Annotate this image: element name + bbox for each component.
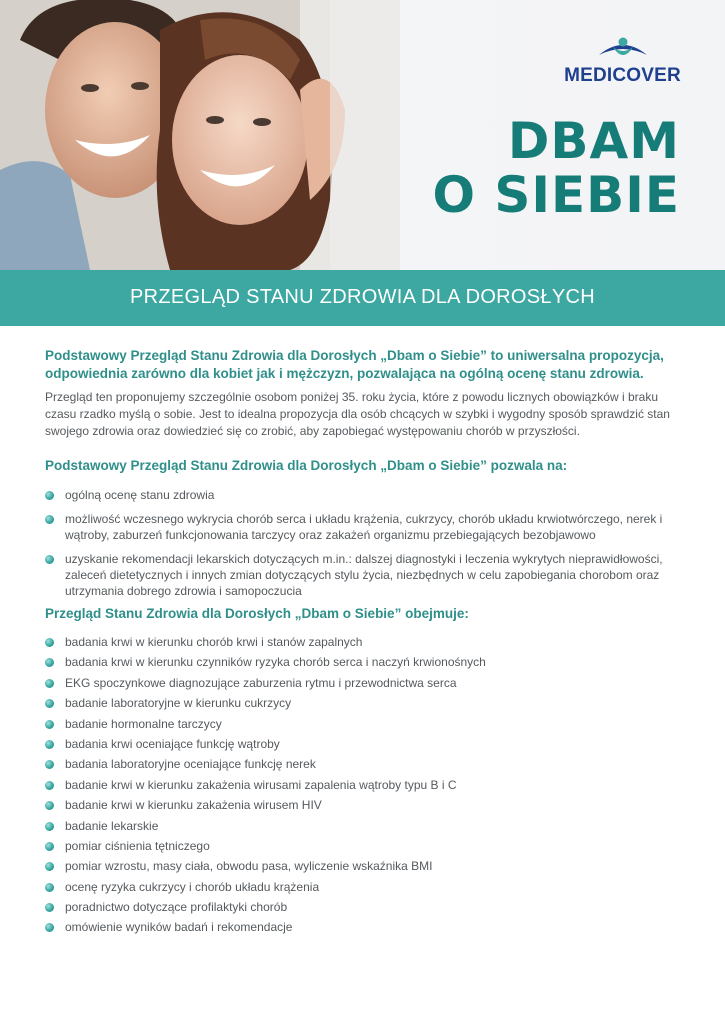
list-item: [45, 879, 675, 895]
intro-body: Przegląd ten proponujemy szczególnie osobom poniżej 35. roku życia, które z powodu licznych obowiązków i braku czasu rzadko myślą o sobie. Jest to idealna propozycja dla osób chcących w szybki i wygodny sposób sprawdzić stan swojego zdrowia oraz dowiedzieć się co zrobić, aby zapobiegać występowaniu chorób w przyszłości.: [45, 390, 670, 438]
bullet-icon: [45, 883, 54, 892]
bullet-icon: [45, 699, 54, 708]
intro-section: [45, 347, 675, 440]
bullet-icon: [45, 720, 54, 729]
bullet-icon: [45, 801, 54, 810]
list-item-text: pomiar wzrostu, masy ciała, obwodu pasa, wyliczenie wskaźnika BMI: [65, 859, 433, 874]
bullet-icon: [45, 760, 54, 769]
couple-photo: [0, 0, 400, 270]
headline-line-1: DBAM: [507, 112, 680, 170]
bullet-icon: [45, 679, 54, 688]
title-band: [0, 270, 725, 326]
list-item: [45, 899, 675, 915]
hero-banner: [0, 0, 725, 270]
bullet-icon: [45, 740, 54, 749]
list-item-text: pomiar ciśnienia tętniczego: [65, 838, 210, 853]
list-item-text: badanie hormonalne tarczycy: [65, 716, 222, 731]
logo-text: MEDICOVER: [564, 65, 681, 86]
list-item-text: omówienie wyników badań i rekomendacje: [65, 920, 293, 935]
list-item-text: uzyskanie rekomendacji lekarskich dotyczących m.in.: dalszej diagnostyki i leczenia wykrytych nieprawidłowości, zaleceń dietetycznych i innych zmian dotyczących stylu życia, niezbędnych w celu zapobiegania chorobom oraz utrzymania dobrego zdrowia i samopoczucia: [65, 552, 663, 598]
list-item: [45, 675, 675, 691]
list-item-text: możliwość wczesnego wykrycia chorób serca i układu krążenia, cukrzycy, chorób układu krwiotwórczego, nerek i wątroby, zaburzeń funkcjonowania tarczycy oraz zakażeń organizmu przebiegających bezobjawowo: [65, 512, 663, 542]
list-item-text: badania krwi w kierunku czynników ryzyka chorób serca i naczyń krwionośnych: [65, 655, 486, 670]
list-item-text: EKG spoczynkowe diagnozujące zaburzenia rytmu i przewodnictwa serca: [65, 675, 457, 690]
list-item: [45, 818, 675, 834]
list-item: [45, 716, 675, 732]
list-item-text: badanie krwi w kierunku zakażenia wirusami zapalenia wątroby typu B i C: [65, 777, 457, 792]
bullet-icon: [45, 515, 54, 524]
hero-headline: [432, 112, 680, 224]
list-item: [45, 654, 675, 670]
bullet-icon: [45, 781, 54, 790]
list-item: [45, 919, 675, 935]
includes-heading: Przegląd Stanu Zdrowia dla Dorosłych „Dbam o Siebie” obejmuje:: [45, 606, 469, 621]
bullet-icon: [45, 822, 54, 831]
bullet-icon: [45, 842, 54, 851]
list-item-text: badanie krwi w kierunku zakażenia wirusem HIV: [65, 798, 322, 813]
list-item-text: ogólną ocenę stanu zdrowia: [65, 488, 215, 502]
bullet-icon: [45, 923, 54, 932]
list-item: [45, 695, 675, 711]
list-item-text: badanie lekarskie: [65, 818, 159, 833]
bullet-icon: [45, 658, 54, 667]
benefits-section: [45, 457, 675, 607]
page-title: PRZEGLĄD STANU ZDROWIA DLA DOROSŁYCH: [130, 286, 595, 308]
list-item: [45, 511, 675, 543]
list-item: [45, 736, 675, 752]
medicover-logo: [560, 33, 685, 98]
list-item-text: badanie laboratoryjne w kierunku cukrzycy: [65, 696, 292, 711]
list-item: [45, 756, 675, 772]
list-item-text: badania krwi oceniające funkcję wątroby: [65, 736, 280, 751]
bullet-icon: [45, 491, 54, 500]
list-item-text: poradnictwo dotyczące profilaktyki chorób: [65, 900, 288, 915]
bullet-icon: [45, 638, 54, 647]
list-item-text: badania krwi w kierunku chorób krwi i stanów zapalnych: [65, 635, 363, 649]
list-item: [45, 838, 675, 854]
bullet-icon: [45, 555, 54, 564]
benefits-heading: Podstawowy Przegląd Stanu Zdrowia dla Dorosłych „Dbam o Siebie” pozwala na:: [45, 458, 568, 473]
list-item: [45, 797, 675, 813]
bullet-icon: [45, 903, 54, 912]
includes-list: [45, 634, 675, 935]
list-item: [45, 487, 675, 503]
list-item: [45, 777, 675, 793]
benefits-list: [45, 487, 675, 599]
list-item-text: ocenę ryzyka cukrzycy i chorób układu krążenia: [65, 879, 320, 894]
headline-line-2: O SIEBIE: [432, 166, 680, 224]
list-item: [45, 634, 675, 650]
list-item-text: badania laboratoryjne oceniające funkcję nerek: [65, 757, 316, 772]
list-item: [45, 858, 675, 874]
main-content: [45, 347, 675, 935]
intro-lead: Podstawowy Przegląd Stanu Zdrowia dla Dorosłych „Dbam o Siebie” to uniwersalna propozycja, odpowiednia zarówno dla kobiet jak i mężczyzn, pozwalająca na ogólną ocenę stanu zdrowia.: [45, 348, 664, 381]
includes-section: [45, 605, 675, 940]
bullet-icon: [45, 862, 54, 871]
medicover-logo-icon: [595, 33, 651, 63]
list-item: [45, 551, 675, 599]
